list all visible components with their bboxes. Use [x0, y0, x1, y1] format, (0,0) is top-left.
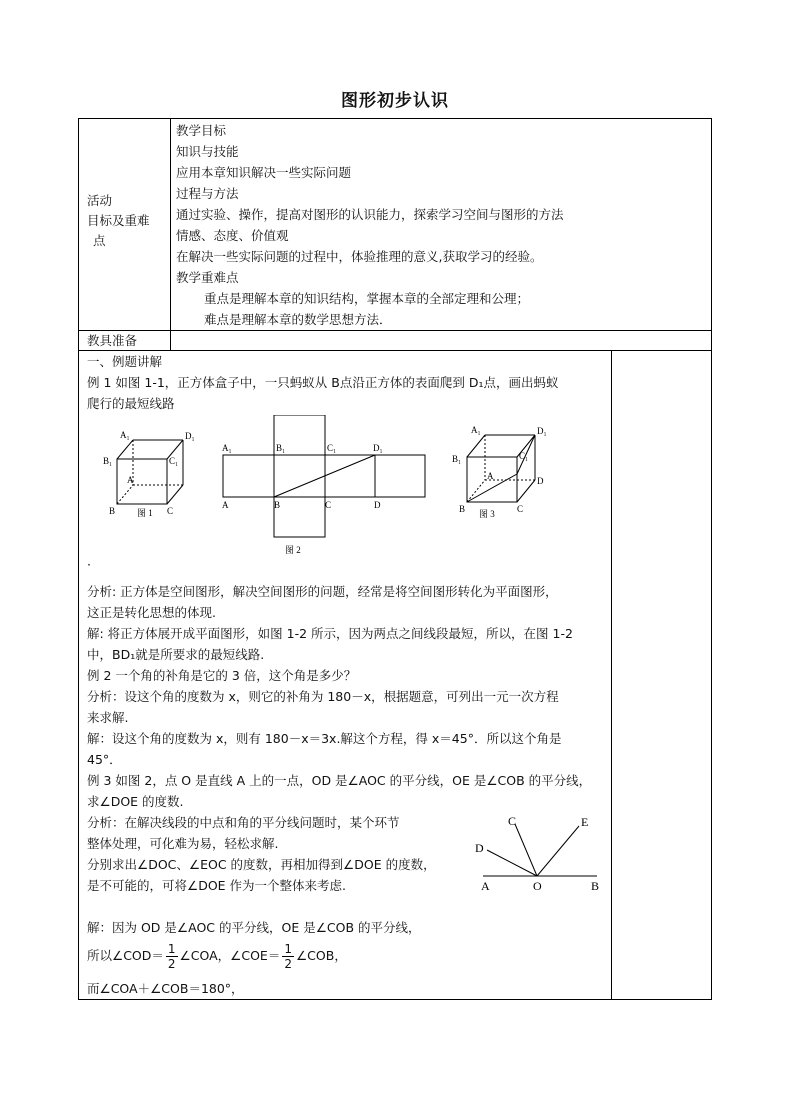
stray-dot: ·: [87, 557, 91, 572]
row-divider-2: [79, 350, 711, 351]
row1-label-line1: 活动: [87, 193, 113, 208]
fig3-label-d1: D₁: [537, 426, 547, 436]
example3-analysis-3: 分别求出∠DOC、∠EOC 的度数，再相加得到∠DOE 的度数，: [87, 857, 436, 872]
fig1-label-b1: B₁: [103, 456, 113, 466]
fig3-caption: 图 3: [479, 509, 495, 519]
process-method: 过程与方法: [176, 186, 239, 201]
example2-solution: 解：设这个角的度数为 x，则有 180－x＝3x.解这个方程，得 x＝45°．所以这个角是: [87, 731, 562, 746]
example1-solution-cont: 中，BD₁就是所要求的最短线路.: [87, 647, 265, 662]
fig1-label-c1: C₁: [169, 456, 179, 466]
knowledge-skills: 知识与技能: [176, 144, 239, 159]
example2-text: 例 2 一个角的补角是它的 3 倍，这个角是多少？: [87, 668, 357, 683]
fraction-numerator: 1: [167, 942, 176, 956]
attitude-values-text: 在解决一些实际问题的过程中，体验推理的意义,获取学习的经验。: [176, 249, 543, 264]
figure-cube-1: [103, 424, 198, 519]
row2-label: 教具准备: [87, 333, 138, 348]
fig3-label-b1: B₁: [452, 454, 462, 464]
fig2-label-c1: C₁: [327, 443, 337, 453]
key-point: 重点是理解本章的知识结构，掌握本章的全部定理和公理；: [204, 291, 530, 306]
example3-analysis-1: 分析：在解决线段的中点和角的平分线问题时，某个环节: [87, 815, 400, 830]
fraction-half-2: [282, 942, 294, 971]
angle-label-d: D: [475, 841, 484, 855]
example2-analysis-cont: 来求解.: [87, 710, 129, 725]
fig3-label-d: D: [537, 476, 544, 486]
angle-label-c: C: [508, 814, 517, 828]
example1-analysis: 分析: 正方体是空间图形，解决空间图形的问题，经常是将空间图形转化为平面图形，: [87, 584, 558, 599]
fig3-label-a1: A₁: [471, 425, 481, 435]
angle-label-e: E: [581, 815, 589, 829]
label-column-divider: [170, 119, 171, 351]
lesson-table: [78, 118, 712, 1000]
fig1-label-a1: A₁: [120, 430, 130, 440]
fig1-caption: 图 1: [137, 508, 153, 518]
angle-label-o: O: [533, 879, 542, 893]
fig2-label-a1: A₁: [222, 443, 232, 453]
row1-label: [87, 191, 150, 251]
fig2-label-b1: B₁: [276, 443, 286, 453]
attitude-values: 情感、态度、价值观: [176, 228, 289, 243]
fig1-label-c: C: [167, 506, 174, 516]
process-method-text: 通过实验、操作，提高对图形的认识能力，探索学习空间与图形的方法: [176, 207, 564, 222]
example1-text: 例 1 如图 1-1，正方体盒子中，一只蚂蚁从 B点沿正方体的表面爬到 D₁点，画出蚂蚁: [87, 375, 559, 390]
fraction-denominator: 2: [284, 957, 292, 971]
fig2-label-c: C: [325, 500, 332, 510]
knowledge-skills-text: 应用本章知识解决一些实际问题: [176, 165, 352, 180]
fig1-label-d1: D₁: [185, 431, 195, 441]
row-divider-1: [79, 330, 711, 331]
fraction-denominator: 2: [167, 957, 176, 971]
figure-angle: [471, 809, 611, 899]
example3-analysis-4: 是不可能的，可将∠DOE 作为一个整体来考虑.: [87, 878, 347, 893]
fig2-label-a: A: [222, 500, 229, 510]
fig3-label-c1: C₁: [519, 451, 529, 461]
notes-column-divider: [611, 350, 612, 1000]
row1-label-line2: 目标及重难: [87, 213, 150, 228]
fraction-half-1: [166, 942, 178, 971]
figure-net-2: [217, 415, 442, 557]
formula-part-2: ∠COA，∠COE＝: [179, 948, 281, 963]
example1-text-cont: 爬行的最短线路: [87, 396, 175, 411]
difficult-point: 难点是理解本章的数学思想方法．: [204, 312, 392, 327]
row1-label-line3: 点: [93, 233, 106, 248]
example3-text-cont: 求∠DOE 的度数.: [87, 794, 184, 809]
example3-text: 例 3 如图 2，点 O 是直线 A 上的一点，OD 是∠AOC 的平分线，OE 是∠COB 的平分线，: [87, 773, 592, 788]
fig2-label-d1: D₁: [373, 443, 383, 453]
section-heading: 一、例题讲解: [87, 354, 163, 369]
formula-part-1: 所以∠COD＝: [87, 948, 164, 963]
example3-solution: 解：因为 OD 是∠AOC 的平分线，OE 是∠COB 的平分线，: [87, 920, 421, 935]
angle-label-a: A: [481, 879, 490, 893]
angle-label-b: B: [591, 879, 600, 893]
example2-analysis: 分析：设这个角的度数为 x，则它的补角为 180－x，根据题意，可列出一元一次方程: [87, 689, 559, 704]
example3-analysis-2: 整体处理，可化难为易，轻松求解.: [87, 836, 279, 851]
example1-solution: 解: 将正方体展开成平面图形，如图 1-2 所示，因为两点之间线段最短，所以，在图 1-2: [87, 626, 573, 641]
fig2-caption: 图 2: [285, 545, 301, 555]
example2-solution-cont: 45°．: [87, 752, 122, 767]
example3-solution-sum: 而∠COA＋∠COB＝180°，: [87, 981, 244, 996]
example1-analysis-cont: 这正是转化思想的体现.: [87, 605, 216, 620]
fig3-label-b: B: [459, 504, 466, 514]
fig2-label-b: B: [274, 500, 281, 510]
fig3-label-a: A: [487, 471, 494, 481]
fraction-numerator: 1: [284, 942, 292, 956]
figure-cube-3: [451, 419, 551, 519]
fig3-label-c: C: [517, 504, 524, 514]
fig1-label-a: A: [127, 475, 134, 485]
page-title: 图形初步认识: [341, 91, 449, 111]
fig1-label-b: B: [109, 506, 116, 516]
key-points-heading: 教学重难点: [176, 270, 239, 285]
formula-part-3: ∠COB，: [295, 948, 347, 963]
example3-solution-formula: [87, 939, 347, 973]
objectives-heading: 教学目标: [176, 123, 227, 138]
fig2-label-d: D: [374, 500, 381, 510]
